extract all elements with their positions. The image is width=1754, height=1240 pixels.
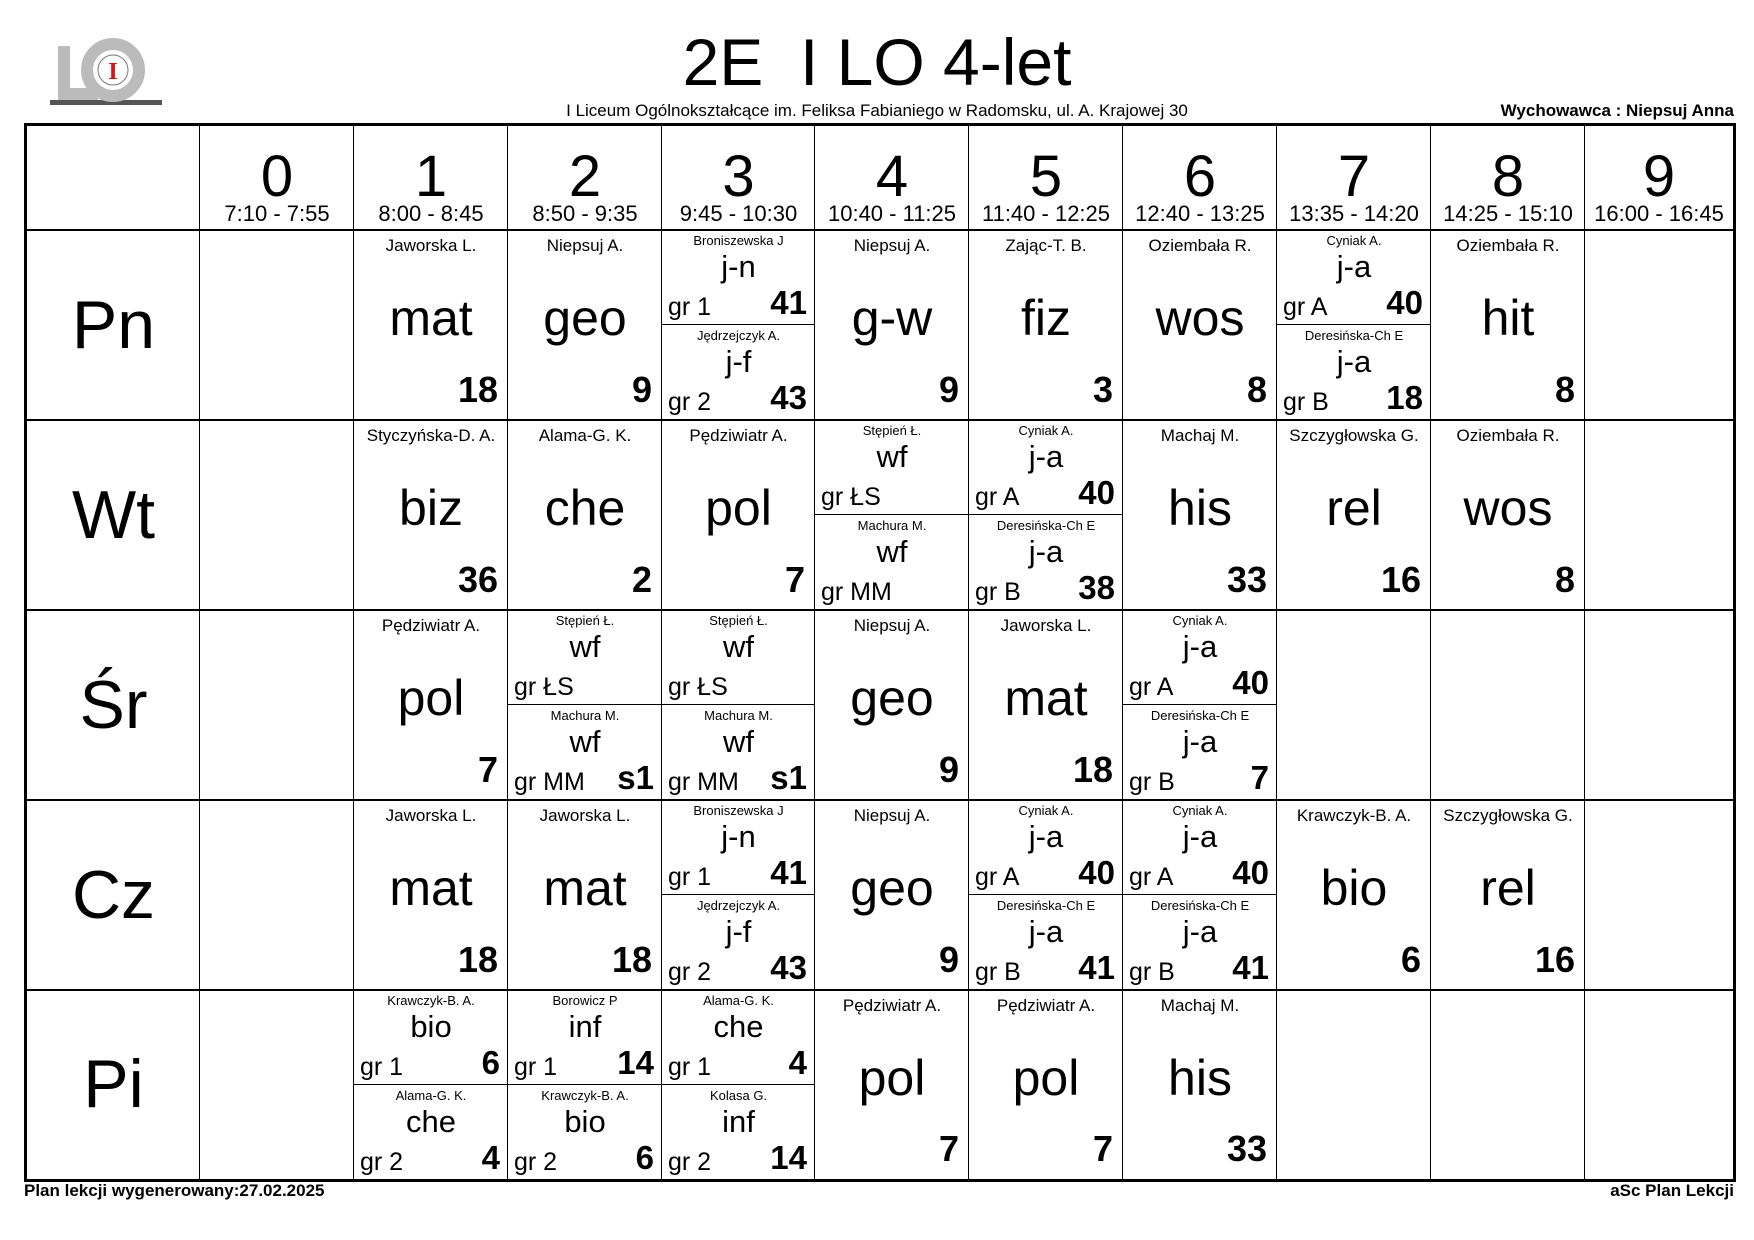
subject-name: j-a xyxy=(1182,724,1218,759)
lesson-cell xyxy=(354,230,508,420)
day-label: Cz xyxy=(71,857,156,933)
group-divider xyxy=(354,1084,508,1085)
lesson-group-cell xyxy=(1123,895,1277,990)
group-divider xyxy=(1277,324,1431,325)
lesson-group-cell xyxy=(1277,325,1431,420)
timetable-grid xyxy=(24,123,1736,1182)
lesson-group-cell xyxy=(508,705,662,800)
subject-name: inf xyxy=(568,1009,602,1044)
group-label: gr MM xyxy=(668,768,739,796)
subject-name: j-f xyxy=(725,914,752,949)
room-number: 2 xyxy=(631,559,652,600)
app-name: aSc Plan Lekcji xyxy=(1610,1181,1734,1200)
teacher-name: Alama-G. K. xyxy=(395,1088,467,1103)
period-number: 8 xyxy=(1491,144,1525,209)
teacher-name: Stępień Ł. xyxy=(555,613,615,628)
teacher-name: Machaj M. xyxy=(1160,426,1240,445)
subject-name: wf xyxy=(569,724,601,759)
teacher-name: Machura M. xyxy=(550,708,620,723)
group-divider xyxy=(1123,704,1277,705)
subject-name: wos xyxy=(1155,290,1245,346)
group-label: gr 2 xyxy=(668,1148,712,1176)
lesson-group-cell xyxy=(354,1085,508,1180)
subject-name: bio xyxy=(410,1009,452,1044)
lesson-group-cell xyxy=(662,325,815,420)
teacher-name: Machaj M. xyxy=(1160,996,1240,1015)
room-number: 40 xyxy=(1078,474,1115,511)
room-number: 9 xyxy=(631,369,652,410)
subject-name: bio xyxy=(1320,860,1388,916)
group-label: gr ŁS xyxy=(514,673,574,701)
teacher-name: Borowicz P xyxy=(552,993,618,1008)
period-header xyxy=(662,126,815,230)
period-number: 4 xyxy=(875,144,909,209)
subject-name: mat xyxy=(1004,670,1088,726)
teacher-name: Kolasa G. xyxy=(709,1088,768,1103)
subject-name: che xyxy=(713,1009,764,1044)
room-number: 18 xyxy=(1072,749,1113,790)
period-number: 5 xyxy=(1029,144,1063,209)
teacher-name: Niepsuj A. xyxy=(853,806,931,825)
subject-name: fiz xyxy=(1021,290,1071,346)
room-number: 9 xyxy=(938,749,959,790)
lesson-cell xyxy=(508,230,662,420)
teacher-name: Deresińska-Ch E xyxy=(1304,328,1404,343)
room-number: 40 xyxy=(1386,284,1423,321)
lesson-group-cell xyxy=(508,990,662,1085)
subject-name: pol xyxy=(705,480,772,536)
teacher-name: Deresińska-Ch E xyxy=(996,518,1096,533)
group-label: gr A xyxy=(975,483,1020,511)
subject-name: mat xyxy=(389,860,473,916)
group-label: gr MM xyxy=(514,768,585,796)
group-label: gr A xyxy=(1129,673,1174,701)
room-number: 6 xyxy=(1400,939,1421,980)
teacher-name: Krawczyk-B. A. xyxy=(541,1088,629,1103)
lesson-cell xyxy=(969,990,1123,1179)
room-number: 18 xyxy=(611,939,652,980)
group-divider xyxy=(662,1084,815,1085)
subject-name: j-a xyxy=(1336,344,1372,379)
teacher-name: Cyniak A. xyxy=(1172,613,1228,628)
subject-name: j-a xyxy=(1028,534,1064,569)
group-divider xyxy=(508,704,662,705)
subject-name: j-n xyxy=(721,819,756,854)
group-divider xyxy=(1123,894,1277,895)
day-label: Pi xyxy=(83,1046,144,1122)
subject-name: g-w xyxy=(851,290,933,346)
period-number: 7 xyxy=(1337,144,1371,209)
subject-name: rel xyxy=(1326,480,1382,536)
teacher-name: Oziembała R. xyxy=(1456,236,1560,255)
teacher-name: Szczygłowska G. xyxy=(1443,806,1573,825)
teacher-name: Stępień Ł. xyxy=(862,423,922,438)
teacher-name: Krawczyk-B. A. xyxy=(387,993,475,1008)
lesson-cell xyxy=(354,420,508,610)
lesson-cell xyxy=(354,610,508,800)
room-number: 8 xyxy=(1554,559,1575,600)
group-divider xyxy=(662,894,815,895)
room-number: 33 xyxy=(1226,559,1267,600)
lesson-cell xyxy=(969,230,1123,420)
period-time: 13:35 - 14:20 xyxy=(1289,201,1419,226)
generated-date: Plan lekcji wygenerowany:27.02.2025 xyxy=(24,1181,325,1200)
period-header xyxy=(200,126,354,230)
subject-name: his xyxy=(1168,480,1232,536)
room-number: 18 xyxy=(457,939,498,980)
teacher-name: Pędziwiatr A. xyxy=(689,426,788,445)
lesson-cell xyxy=(815,230,969,420)
teacher-name: Stępień Ł. xyxy=(709,613,768,628)
subject-name: wf xyxy=(723,629,754,664)
period-number: 3 xyxy=(722,144,755,209)
teacher-name: Deresińska-Ch E xyxy=(1150,898,1250,913)
period-header xyxy=(508,126,662,230)
period-time: 10:40 - 11:25 xyxy=(827,201,957,226)
room-number: 8 xyxy=(1554,369,1575,410)
subject-name: che xyxy=(406,1104,456,1139)
group-label: gr B xyxy=(1129,768,1175,796)
svg-text:I: I xyxy=(108,59,118,85)
subject-name: wf xyxy=(723,724,754,759)
group-label: gr B xyxy=(975,958,1021,986)
room-number: 6 xyxy=(635,1139,654,1176)
lesson-group-cell xyxy=(1123,800,1277,895)
room-number: 43 xyxy=(770,379,807,416)
group-label: gr 2 xyxy=(668,388,712,416)
subject-name: his xyxy=(1168,1050,1232,1106)
teacher-name: Deresińska-Ch E xyxy=(996,898,1096,913)
group-label: gr ŁS xyxy=(821,483,881,511)
subject-name: wos xyxy=(1463,480,1553,536)
subject-name: wf xyxy=(876,439,908,474)
room-number: 9 xyxy=(938,369,959,410)
period-number: 0 xyxy=(260,144,294,209)
lesson-group-cell xyxy=(1277,230,1431,325)
subject-name: geo xyxy=(850,860,934,916)
room-number: 36 xyxy=(457,559,498,600)
school-name: I Liceum Ogólnokształcące im. Feliksa Fabianiego w Radomsku, ul. A. Krajowej 30 xyxy=(566,101,1188,120)
subject-name: geo xyxy=(850,670,934,726)
subject-name: j-a xyxy=(1028,439,1064,474)
lesson-cell xyxy=(1123,230,1277,420)
day-label: Pn xyxy=(71,287,156,363)
subject-name: j-a xyxy=(1182,914,1218,949)
subject-name: che xyxy=(544,480,626,536)
subject-name: j-a xyxy=(1182,819,1218,854)
room-number: 7 xyxy=(784,559,805,600)
lesson-cell xyxy=(815,610,969,800)
subject-name: inf xyxy=(722,1104,755,1139)
subject-name: j-a xyxy=(1336,249,1372,284)
teacher-name: Broniszewska J xyxy=(693,803,784,818)
room-number: 18 xyxy=(457,369,498,410)
period-number: 2 xyxy=(568,144,602,209)
room-number: 8 xyxy=(1246,369,1267,410)
room-number: 14 xyxy=(770,1139,807,1176)
group-divider xyxy=(662,324,815,325)
teacher-name: Niepsuj A. xyxy=(546,236,624,255)
teacher-name: Oziembała R. xyxy=(1148,236,1252,255)
subject-name: j-n xyxy=(721,249,756,284)
lesson-group-cell xyxy=(662,610,815,705)
subject-name: hit xyxy=(1481,290,1535,346)
period-time: 8:50 - 9:35 xyxy=(532,201,638,226)
lesson-cell xyxy=(1431,800,1585,990)
teacher-name: Szczygłowska G. xyxy=(1289,426,1419,445)
subject-name: j-f xyxy=(725,344,752,379)
homeroom-teacher: Wychowawca : Niepsuj Anna xyxy=(1500,101,1734,120)
subject-name: j-a xyxy=(1028,819,1064,854)
teacher-name: Zając-T. B. xyxy=(1005,236,1087,255)
period-header xyxy=(1431,126,1585,230)
teacher-name: Jędrzejczyk A. xyxy=(696,328,781,343)
teacher-name: Niepsuj A. xyxy=(853,236,931,255)
teacher-name: Cyniak A. xyxy=(1172,803,1228,818)
group-divider xyxy=(662,704,815,705)
group-divider xyxy=(969,894,1123,895)
lesson-group-cell xyxy=(662,230,815,325)
teacher-name: Machura M. xyxy=(857,518,927,533)
group-label: gr B xyxy=(975,578,1021,606)
group-label: gr B xyxy=(1129,958,1175,986)
lesson-group-cell xyxy=(662,990,815,1085)
teacher-name: Pędziwiatr A. xyxy=(381,616,481,635)
lesson-cell xyxy=(354,800,508,990)
subject-name: biz xyxy=(399,480,463,536)
room-number: s1 xyxy=(770,759,807,796)
group-label: gr MM xyxy=(821,578,892,606)
group-label: gr 1 xyxy=(668,863,712,891)
teacher-name: Krawczyk-B. A. xyxy=(1296,806,1412,825)
room-number: 38 xyxy=(1078,569,1115,606)
period-time: 9:45 - 10:30 xyxy=(679,201,798,226)
room-number: 7 xyxy=(938,1128,959,1169)
group-label: gr 1 xyxy=(668,1053,712,1081)
day-label: Śr xyxy=(79,667,148,743)
room-number: 7 xyxy=(1250,759,1269,796)
period-header xyxy=(1585,126,1733,230)
room-number: 4 xyxy=(481,1139,500,1176)
lesson-cell xyxy=(1277,420,1431,610)
teacher-name: Pędziwiatr A. xyxy=(996,996,1096,1015)
subject-name: wf xyxy=(569,629,601,664)
subject-name: bio xyxy=(564,1104,606,1139)
teacher-name: Alama-G. K. xyxy=(538,426,632,445)
group-label: gr 2 xyxy=(360,1148,404,1176)
group-label: gr 1 xyxy=(360,1053,404,1081)
period-header xyxy=(1123,126,1277,230)
period-time: 12:40 - 13:25 xyxy=(1135,201,1265,226)
lesson-group-cell xyxy=(969,800,1123,895)
lesson-group-cell xyxy=(815,420,969,515)
period-number: 6 xyxy=(1183,144,1217,209)
subject-name: j-a xyxy=(1182,629,1218,664)
lesson-group-cell xyxy=(354,990,508,1085)
subject-name: j-a xyxy=(1028,914,1064,949)
teacher-name: Cyniak A. xyxy=(1018,423,1074,438)
subject-name: rel xyxy=(1480,860,1536,916)
lesson-group-cell xyxy=(969,895,1123,990)
group-label: gr ŁS xyxy=(668,673,728,701)
period-header xyxy=(815,126,969,230)
room-number: 40 xyxy=(1232,664,1269,701)
room-number: 33 xyxy=(1226,1128,1267,1169)
teacher-name: Deresińska-Ch E xyxy=(1150,708,1250,723)
lesson-group-cell xyxy=(662,1085,815,1180)
room-number: 41 xyxy=(770,854,807,891)
lesson-group-cell xyxy=(1123,610,1277,705)
subject-name: pol xyxy=(858,1050,926,1106)
teacher-name: Cyniak A. xyxy=(1326,233,1382,248)
lesson-cell xyxy=(508,800,662,990)
lesson-group-cell xyxy=(662,800,815,895)
period-header xyxy=(354,126,508,230)
teacher-name: Jaworska L. xyxy=(385,236,477,255)
room-number: 3 xyxy=(1092,369,1113,410)
period-time: 7:10 - 7:55 xyxy=(224,201,330,226)
group-label: gr A xyxy=(975,863,1020,891)
period-number: 9 xyxy=(1642,144,1676,209)
lesson-group-cell xyxy=(508,610,662,705)
period-time: 8:00 - 8:45 xyxy=(378,201,484,226)
period-header xyxy=(1277,126,1431,230)
teacher-name: Cyniak A. xyxy=(1018,803,1074,818)
group-label: gr 1 xyxy=(514,1053,558,1081)
period-header xyxy=(969,126,1123,230)
lesson-cell xyxy=(1431,230,1585,420)
teacher-name: Styczyńska-D. A. xyxy=(366,426,496,445)
group-label: gr 2 xyxy=(514,1148,558,1176)
lesson-cell xyxy=(1123,420,1277,610)
subject-name: mat xyxy=(543,860,627,916)
lesson-group-cell xyxy=(815,515,969,610)
teacher-name: Niepsuj A. xyxy=(853,616,931,635)
lesson-group-cell xyxy=(969,420,1123,515)
timetable-title: 2E I LO 4-let xyxy=(682,25,1072,99)
subject-name: pol xyxy=(397,670,465,726)
room-number: 43 xyxy=(770,949,807,986)
group-label: gr 1 xyxy=(668,293,712,321)
teacher-name: Oziembała R. xyxy=(1456,426,1560,445)
subject-name: geo xyxy=(543,290,627,346)
lesson-group-cell xyxy=(662,895,815,990)
group-label: gr A xyxy=(1283,293,1328,321)
lesson-group-cell xyxy=(969,515,1123,610)
group-label: gr B xyxy=(1283,388,1329,416)
lesson-group-cell xyxy=(1123,705,1277,800)
subject-name: mat xyxy=(389,290,473,346)
lesson-cell xyxy=(1431,420,1585,610)
group-divider xyxy=(508,1084,662,1085)
room-number: 41 xyxy=(1078,949,1115,986)
period-time: 11:40 - 12:25 xyxy=(981,201,1111,226)
period-number: 1 xyxy=(414,144,448,209)
teacher-name: Alama-G. K. xyxy=(703,993,774,1008)
room-number: 6 xyxy=(481,1044,500,1081)
room-number: 7 xyxy=(1092,1128,1113,1169)
teacher-name: Machura M. xyxy=(704,708,773,723)
group-label: gr 2 xyxy=(668,958,712,986)
period-time: 16:00 - 16:45 xyxy=(1594,201,1724,226)
teacher-name: Jędrzejczyk A. xyxy=(696,898,781,913)
room-number: 18 xyxy=(1386,379,1423,416)
lesson-cell xyxy=(815,990,969,1179)
room-number: 40 xyxy=(1078,854,1115,891)
room-number: s1 xyxy=(617,759,654,796)
lesson-cell xyxy=(1123,990,1277,1179)
period-time: 14:25 - 15:10 xyxy=(1443,201,1573,226)
room-number: 7 xyxy=(477,749,498,790)
group-divider xyxy=(815,514,969,515)
lesson-cell xyxy=(508,420,662,610)
lesson-cell xyxy=(815,800,969,990)
teacher-name: Pędziwiatr A. xyxy=(842,996,942,1015)
room-number: 40 xyxy=(1232,854,1269,891)
lesson-group-cell xyxy=(662,705,815,800)
room-number: 14 xyxy=(617,1044,654,1081)
room-number: 16 xyxy=(1534,939,1575,980)
room-number: 9 xyxy=(938,939,959,980)
subject-name: pol xyxy=(1012,1050,1080,1106)
room-number: 41 xyxy=(1232,949,1269,986)
teacher-name: Jaworska L. xyxy=(1000,616,1092,635)
teacher-name: Jaworska L. xyxy=(385,806,477,825)
lesson-group-cell xyxy=(508,1085,662,1180)
lesson-cell xyxy=(969,610,1123,800)
teacher-name: Broniszewska J xyxy=(693,233,784,248)
room-number: 4 xyxy=(788,1044,807,1081)
room-number: 16 xyxy=(1380,559,1421,600)
room-number: 41 xyxy=(770,284,807,321)
subject-name: wf xyxy=(876,534,908,569)
lesson-cell xyxy=(1277,800,1431,990)
day-label: Wt xyxy=(71,477,156,553)
group-divider xyxy=(969,514,1123,515)
lesson-cell xyxy=(662,420,815,610)
teacher-name: Jaworska L. xyxy=(539,806,631,825)
group-label: gr A xyxy=(1129,863,1174,891)
